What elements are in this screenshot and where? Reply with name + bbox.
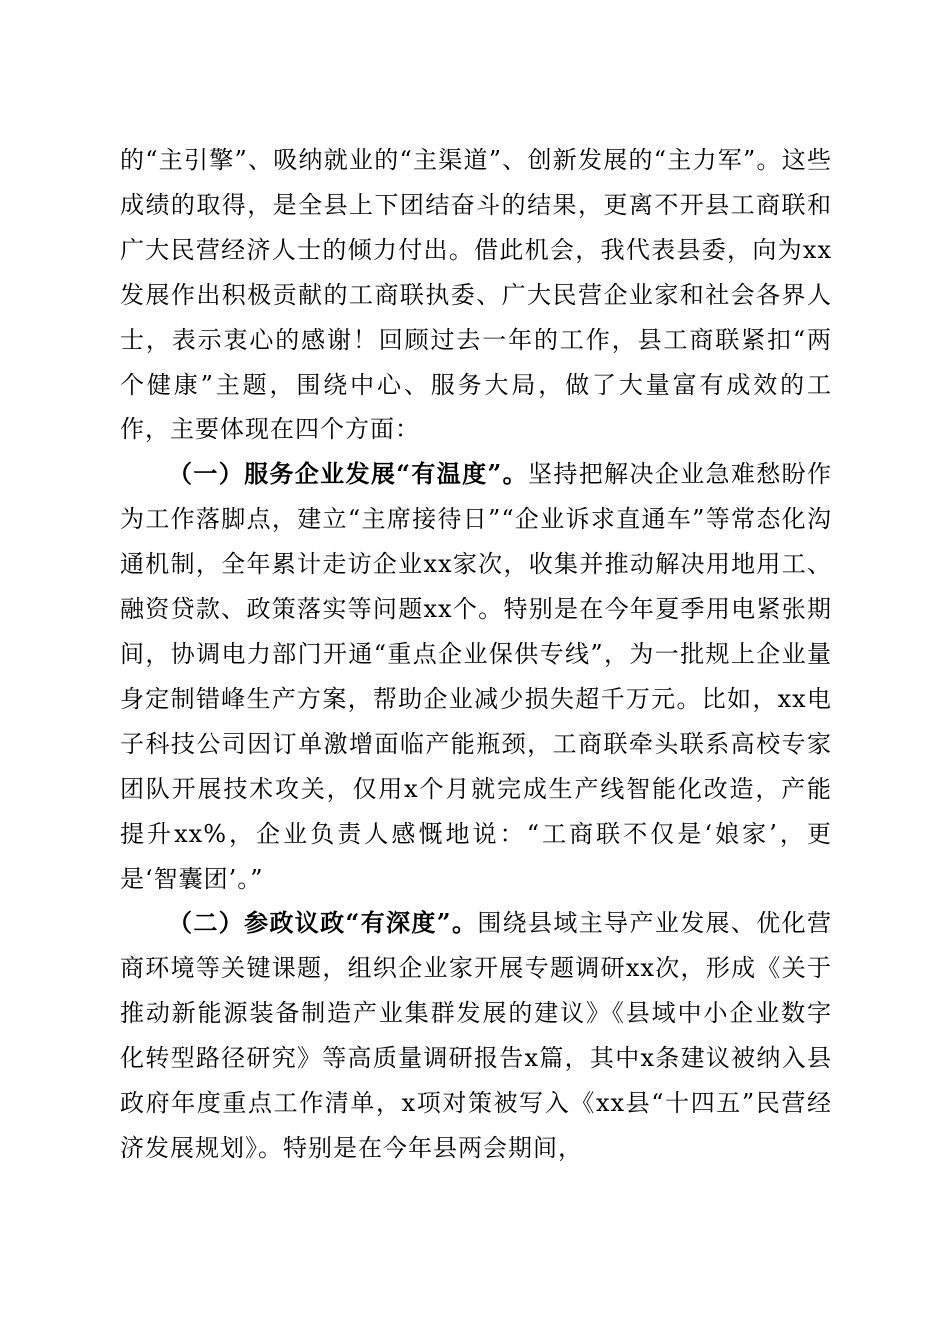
paragraph-section-one [120,452,832,901]
section-two-heading: （二）参政议政“有深度”。 [168,908,478,938]
section-two-body: 围绕县域主导产业发展、优化营商环境等关键课题，组织企业家开展专题调研xx次，形成《关于推动新能源装备制造产业集群发展的建议》《县域中小企业数字化转型路径研究》等高质量调研报告x篇，其中x条建议被纳入县政府年度重点工作清单，x项对策被写入《xx县“十四五”民营经济发展规划》。特别是在今年县两会期间， [120,909,833,1162]
section-one-body: 坚持把解决企业急难愁盼作为工作落脚点，建立“主席接待日”“企业诉求直通车”等常态化沟通机制，全年累计走访企业xx家次，收集并推动解决用地用工、融资贷款、政策落实等问题xx个。特别是在今年夏季用电紧张期间，协调电力部门开通“重点企业保供专线”，为一批规上企业量身定制错峰生产方案，帮助企业减少损失超千万元。比如，xx电子科技公司因订单激增面临产能瓶颈，工商联牵头联系高校专家团队开展技术攻关，仅用x个月就完成生产线智能化改造，产能提升xx%，企业负责人感慨地说：“工商联不仅是‘娘家’，更是‘智囊团’。” [120,460,833,893]
paragraph-intro-continuation: 的“主引擎”、吸纳就业的“主渠道”、创新发展的“主力军”。这些成绩的取得，是全县上下团结奋斗的结果，更离不开县工商联和广大民营经济人士的倾力付出。借此机会，我代表县委，向为xx发展作出积极贡献的工商联执委、广大民营企业家和社会各界人士，表示衷心的感谢！回顾过去一年的工作，县工商联紧扣“两个健康”主题，围绕中心、服务大局，做了大量富有成效的工作，主要体现在四个方面： [120,146,832,444]
section-one-heading: （一）服务企业发展“有温度”。 [168,459,529,489]
document-body [120,138,832,1171]
paragraph-section-two [120,901,832,1170]
